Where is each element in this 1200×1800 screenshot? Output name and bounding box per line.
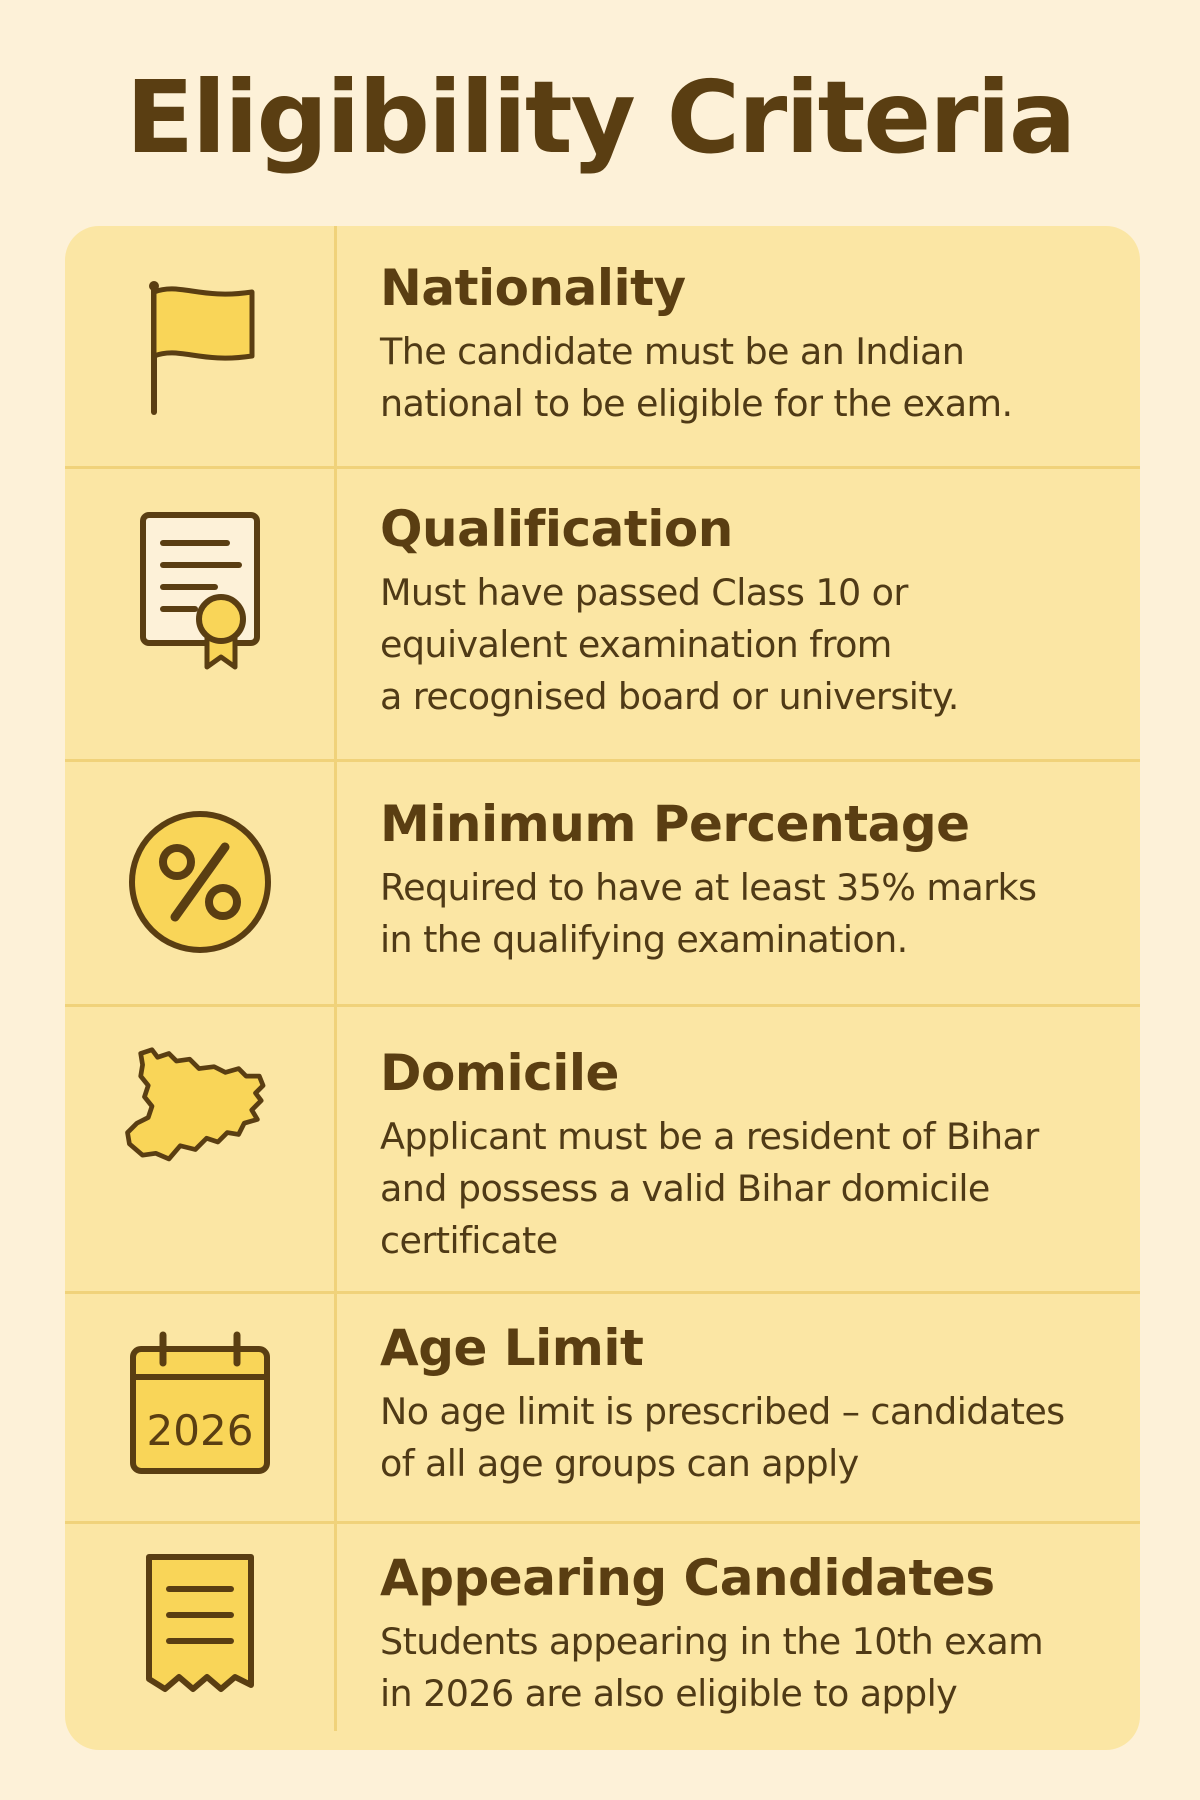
criteria-heading: Minimum Percentage	[380, 795, 970, 853]
description-line: Required to have at least 35% marks	[380, 866, 1037, 909]
document-icon	[120, 1549, 280, 1699]
criteria-heading: Domicile	[380, 1044, 619, 1102]
description-line: certificate	[380, 1219, 558, 1262]
bihar-map-icon	[120, 1040, 280, 1180]
calendar-year-text: 2026	[146, 1406, 254, 1455]
page-title: Eligibility Criteria	[125, 59, 1075, 176]
criteria-description	[380, 1111, 1110, 1267]
criteria-row-domicile	[65, 1007, 1140, 1294]
description-line: Applicant must be a resident of Bihar	[380, 1115, 1039, 1158]
description-line: of all age groups can apply	[380, 1442, 859, 1485]
description-line: national to be eligible for the exam.	[380, 382, 1013, 425]
criteria-row-minimum-percentage	[65, 762, 1140, 1007]
description-line: Students appearing in the 10th exam	[380, 1620, 1044, 1663]
criteria-description	[380, 1386, 1110, 1490]
criteria-description	[380, 862, 1110, 966]
criteria-description	[380, 1616, 1110, 1720]
percent-icon	[120, 807, 280, 957]
description-line: and possess a valid Bihar domicile	[380, 1167, 990, 1210]
certificate-icon	[120, 507, 280, 677]
description-line: Must have passed Class 10 or	[380, 571, 908, 614]
criteria-row-appearing-candidates	[65, 1524, 1140, 1750]
flag-icon	[120, 278, 280, 418]
criteria-description	[380, 326, 1110, 430]
description-line: a recognised board or university.	[380, 675, 959, 718]
description-line: equivalent examination from	[380, 623, 892, 666]
description-line: The candidate must be an Indian	[380, 330, 965, 373]
calendar-icon	[120, 1329, 280, 1479]
criteria-card	[65, 226, 1140, 1750]
criteria-description	[380, 567, 1110, 723]
criteria-row-age-limit	[65, 1294, 1140, 1524]
criteria-heading: Nationality	[380, 259, 686, 317]
description-line: in the qualifying examination.	[380, 918, 908, 961]
criteria-row-qualification	[65, 469, 1140, 762]
criteria-heading: Age Limit	[380, 1319, 644, 1377]
criteria-row-nationality	[65, 226, 1140, 469]
description-line: in 2026 are also eligible to apply	[380, 1672, 958, 1715]
criteria-heading: Appearing Candidates	[380, 1549, 995, 1607]
description-line: No age limit is prescribed – candidates	[380, 1390, 1065, 1433]
criteria-heading: Qualification	[380, 500, 733, 558]
